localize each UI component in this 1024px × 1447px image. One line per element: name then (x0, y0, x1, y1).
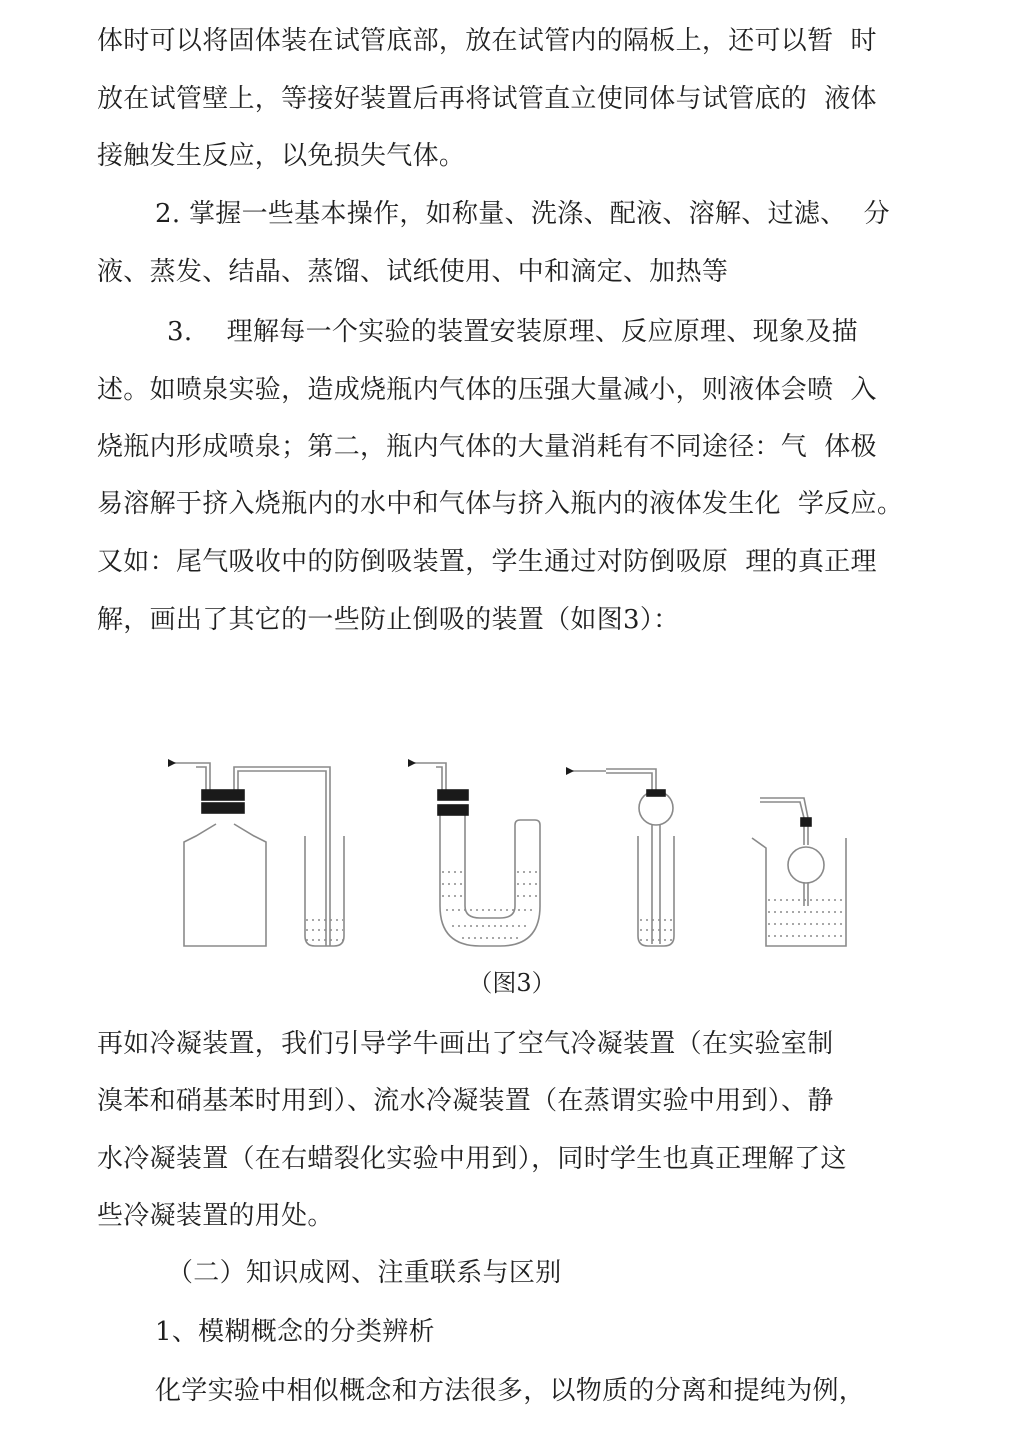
section-heading: （二）知识成网、注重联系与区别 (167, 1258, 562, 1288)
paragraph-line: 3. 理解每一个实验的装置安装原理、反应原理、现象及描 (167, 317, 858, 347)
figure-caption: （图3） (468, 969, 556, 997)
paragraph-line: 又如：尾气吸收中的防倒吸装置，学生通过对防倒吸原 理的真正理 (97, 547, 877, 577)
paragraph-line: 溴苯和硝基苯时用到）、流水冷凝装置（在蒸谓实验中用到）、静 (97, 1086, 834, 1116)
paragraph-line: 些冷凝装置的用处。 (97, 1201, 334, 1231)
paragraph-line: 烧瓶内形成喷泉；第二，瓶内气体的大量消耗有不同途径：气 体极 (97, 432, 877, 462)
apparatus-bulb-beaker (752, 798, 846, 946)
paragraph-line: 再如冷凝装置，我们引导学牛画出了空气冷凝装置（在实验室制 (97, 1029, 834, 1059)
paragraph-line: 放在试管壁上，等接好装置后再将试管直立使同体与试管底的 液体 (97, 84, 877, 114)
subsection-heading: 1、模糊概念的分类辨析 (155, 1317, 435, 1347)
paragraph-line: 化学实验中相似概念和方法很多，以物质的分离和提纯为例， (155, 1376, 866, 1406)
anti-backflow-apparatus-figure (0, 700, 1024, 1000)
paragraph-line: 易溶解于挤入烧瓶内的水中和气体与挤入瓶内的液体发生化 学反应。 (97, 489, 904, 519)
paragraph-line: 述。如喷泉实验，造成烧瓶内气体的压强大量减小，则液体会喷 入 (97, 375, 877, 405)
paragraph-line: 2. 掌握一些基本操作，如称量、洗涤、配液、溶解、过滤、 分 (155, 199, 890, 229)
apparatus-u-tube (408, 763, 540, 946)
paragraph-line: 接触发生反应，以免损失气体。 (97, 141, 466, 171)
paragraph-line: 体时可以将固体装在试管底部，放在试管内的隔板上，还可以暂 时 (97, 26, 877, 56)
paragraph-line: 解，画出了其它的一些防止倒吸的装置（如图3）： (97, 605, 680, 635)
paragraph-line: 液、蒸发、结晶、蒸馏、试纸使用、中和滴定、加热等 (97, 257, 729, 287)
paragraph-line: 水冷凝装置（在右蜡裂化实验中用到），同时学生也真正理解了这 (97, 1144, 847, 1174)
apparatus-bottle-tube (168, 763, 344, 946)
